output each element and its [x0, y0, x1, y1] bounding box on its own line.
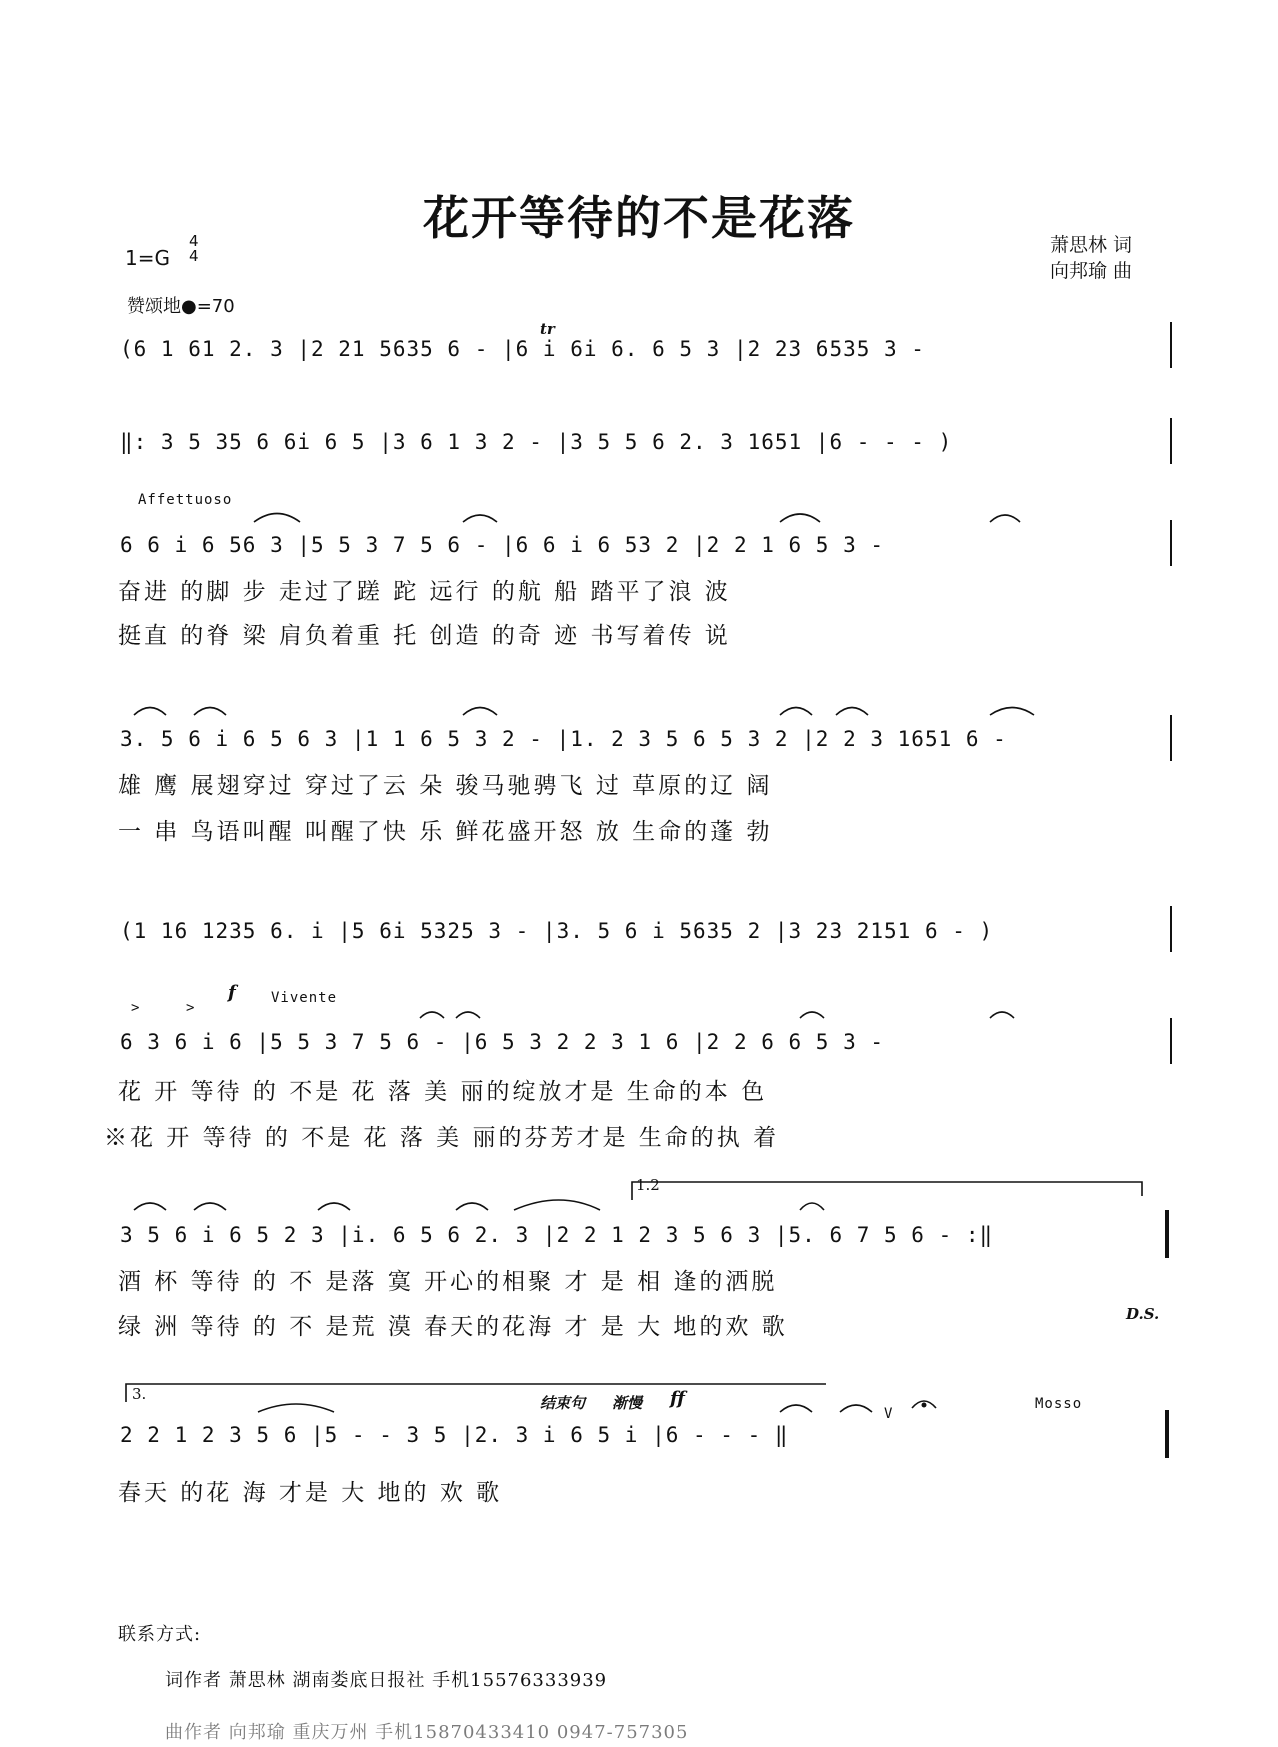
slur-mark [990, 708, 1034, 716]
score-line-8: 2 2 1 2 3 5 6 |5 - - 3 5 |2. 3 i 6 5 i |6 - - - ‖ [120, 1423, 789, 1447]
ending-1-2-bracket [632, 1182, 1142, 1200]
slur-mark [780, 1405, 812, 1412]
tempo-value: =70 [196, 296, 235, 317]
accent-mark-2: > [186, 1000, 196, 1016]
vivente-mark: Vivente [271, 990, 338, 1006]
score-line-4: 3. 5 6 i 6 5 6 3 |1 1 6 5 3 2 - |1. 2 3 5 6 5 3 2 |2 2 3 1651 6 - [120, 727, 1007, 751]
lyric-line-7-verse-1: 酒 杯 等待 的 不 是落 寞 开心的相聚 才 是 相 逢的洒脱 [118, 1269, 778, 1295]
score-line-5: (1 16 1235 6. i |5 6i 5325 3 - |3. 5 6 i 5635 2 |3 23 2151 6 - ) [120, 919, 994, 943]
lyric-line-3-verse-1: 奋进 的脚 步 走过了蹉 跎 远行 的航 船 踏平了浪 波 [118, 579, 731, 605]
slur-mark [194, 1203, 226, 1210]
lyric-line-4-verse-2: 一 串 鸟语叫醒 叫醒了快 乐 鲜花盛开怒 放 生命的蓬 勃 [118, 819, 773, 845]
slur-mark [990, 1012, 1014, 1018]
key-signature: 1=G [125, 246, 170, 270]
slur-mark [780, 708, 812, 716]
slur-mark [800, 1012, 824, 1018]
ds-mark: D.S. [1126, 1305, 1160, 1323]
lyric-line-6-verse-1: 花 开 等待 的 不是 花 落 美 丽的绽放才是 生命的本 色 [118, 1079, 768, 1105]
lyricist-credit: 萧思林 词 [1050, 234, 1133, 256]
meter-bottom: 4 [189, 247, 199, 265]
fortissimo-mark: ff [670, 1388, 685, 1409]
slur-mark [780, 514, 820, 522]
slur-mark [800, 1203, 824, 1210]
ending-3-label: 3. [132, 1385, 147, 1403]
trill-mark: tr [540, 320, 555, 338]
ending-3-bracket [126, 1384, 826, 1402]
page-title: 花开等待的不是花落 [423, 191, 855, 245]
lyric-line-3-verse-2: 挺直 的脊 梁 肩负着重 托 创造 的奇 迹 书写着传 说 [118, 623, 731, 649]
slur-mark [318, 1203, 350, 1210]
slur-mark [420, 1012, 444, 1018]
ending-1-2-label: 1.2 [636, 1176, 660, 1194]
forte-mark: f [228, 982, 236, 1003]
breath-mark: V [884, 1406, 894, 1422]
contact-label: 联系方式: [118, 1624, 202, 1645]
slur-mark [463, 708, 497, 716]
accent-mark-1: > [131, 1000, 141, 1016]
slur-mark [840, 1405, 872, 1412]
lyric-line-4-verse-1: 雄 鹰 展翅穿过 穿过了云 朵 骏马驰骋飞 过 草原的辽 阔 [118, 773, 773, 799]
lyric-line-8: 春天 的花 海 才是 大 地的 欢 歌 [118, 1480, 503, 1506]
meter-top: 4 [189, 232, 199, 250]
slur-mark [258, 1404, 334, 1412]
slur-mark [456, 1012, 480, 1018]
lyric-line-7-verse-2: 绿 洲 等待 的 不 是荒 漠 春天的花海 才 是 大 地的欢 歌 [118, 1314, 788, 1340]
slur-mark [134, 708, 166, 716]
ritardando-mark: 渐慢 [612, 1394, 643, 1412]
score-line-1: (6 1 61 2. 3 |2 21 5635 6 - |6 i 6i 6. 6 5 3 |2 23 6535 3 - [120, 337, 925, 361]
ending-phrase-mark: 结束句 [540, 1394, 586, 1412]
slur-mark [194, 708, 226, 716]
quarter-note-icon: ● [181, 296, 197, 317]
fermata-dot [922, 1403, 927, 1408]
slur-mark [514, 1200, 600, 1210]
slur-mark [456, 1203, 488, 1210]
tempo-text: 赞颂地 [127, 296, 181, 317]
score-line-7: 3 5 6 i 6 5 2 3 |i. 6 5 6 2. 3 |2 2 1 2 3 5 6 3 |5. 6 7 5 6 - :‖ [120, 1223, 994, 1247]
composer-credit: 向邦瑜 曲 [1050, 260, 1133, 282]
contact-composer: 曲作者 向邦瑜 重庆万州 手机15870433410 0947-757305 [165, 1722, 689, 1743]
contact-lyricist: 词作者 萧思林 湖南娄底日报社 手机15576333939 [165, 1670, 608, 1691]
slur-mark [836, 708, 868, 716]
score-line-6: 6 3 6 i 6 |5 5 3 7 5 6 - |6 5 3 2 2 3 1 6 |2 2 6 6 5 3 - [120, 1030, 885, 1054]
slur-mark [463, 515, 497, 522]
slur-mark [990, 515, 1020, 522]
mosso-mark: Mosso [1035, 1396, 1083, 1412]
score-line-3: 6 6 i 6 56 3 |5 5 3 7 5 6 - |6 6 i 6 53 2 |2 2 1 6 5 3 - [120, 533, 885, 557]
slur-mark [134, 1203, 166, 1210]
slur-mark [254, 514, 300, 523]
affettuoso-mark: Affettuoso [138, 492, 233, 508]
score-line-2: ‖: 3 5 35 6 6i 6 5 |3 6 1 3 2 - |3 5 5 6 2. 3 1651 |6 - - - ) [120, 430, 953, 454]
lyric-line-6-verse-2: ※花 开 等待 的 不是 花 落 美 丽的芬芳才是 生命的执 着 [104, 1125, 780, 1151]
